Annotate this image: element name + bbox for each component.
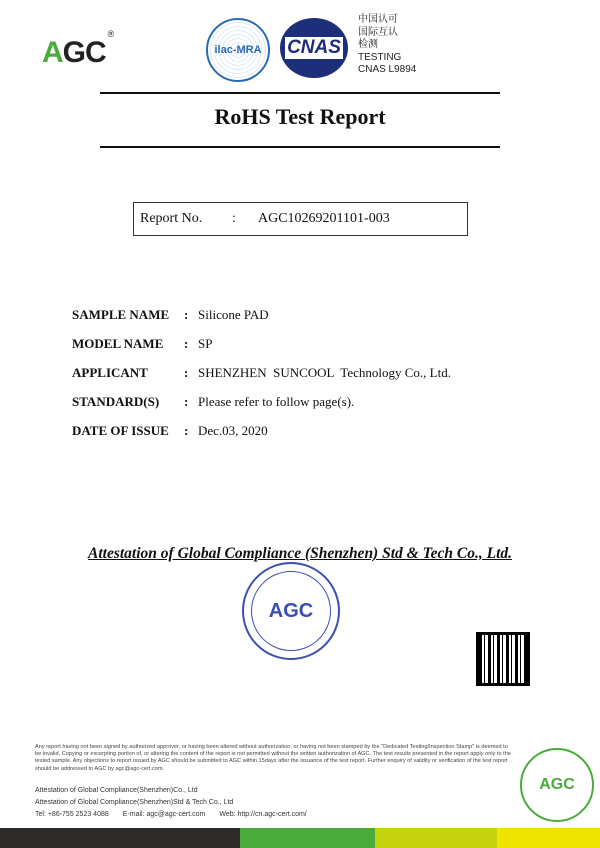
company-stamp bbox=[242, 562, 340, 660]
footer-bar-lime bbox=[375, 828, 497, 848]
footer-bar-green bbox=[240, 828, 375, 848]
disclaimer: Any report having not been signed by authorized approver, or having been altered without authorization, or having not been stamped by the "Dedicated Testing/Inspection Stamp" is deemed to be invalid. Copying or excerpting portion of, or altering the content of the report is not permitted without the written authorization of AGC. The test results presented in the report apply only to the tested sample. Any objections to report issued by AGC should be submitted to AGC within 15days after the issuance of the test report. Further enquiry of validity or verification of the test report should be addressed to AGC by agc@agc-cert.com. bbox=[35, 744, 511, 772]
field-value: Please refer to follow page(s). bbox=[198, 394, 355, 409]
page-title: RoHS Test Report bbox=[214, 104, 386, 129]
agc-logo: AGC® bbox=[42, 29, 114, 69]
field-label: APPLICANT bbox=[72, 365, 148, 380]
field-value: SHENZHEN SUNCOOL Technology Co., Ltd. bbox=[198, 365, 451, 380]
cnas-accreditation bbox=[358, 14, 416, 77]
report-colon: : bbox=[232, 211, 236, 226]
field-value: Dec.03, 2020 bbox=[198, 423, 268, 438]
attestation-company: Attestation of Global Compliance (Shenzhen) Std & Tech Co., Ltd. bbox=[88, 545, 512, 562]
report-label: Report No. bbox=[140, 211, 203, 226]
footer-contacts bbox=[35, 811, 307, 818]
report-number-box bbox=[133, 202, 468, 236]
qr-code bbox=[476, 632, 530, 686]
footer-tel: Tel: +86-755 2523 4088 bbox=[35, 811, 109, 818]
cnas-logo bbox=[280, 18, 348, 78]
top-rule bbox=[100, 92, 500, 94]
field-colon: : bbox=[184, 394, 189, 409]
field-label: MODEL NAME bbox=[72, 336, 164, 351]
ilac-mra-logo bbox=[206, 18, 270, 82]
testing-stamp: AGC bbox=[520, 748, 594, 822]
cnas-number: CNAS L9894 bbox=[358, 64, 417, 75]
field-standards bbox=[72, 394, 354, 410]
field-value: Silicone PAD bbox=[198, 307, 269, 322]
field-colon: : bbox=[184, 423, 189, 438]
field-value: SP bbox=[198, 336, 213, 351]
footer-company-2: Attestation of Global Compliance(Shenzhen)Std & Tech Co., Ltd bbox=[35, 799, 234, 806]
cnas-cn-line: 中国认可 bbox=[358, 14, 398, 25]
cnas-cn-line: 国际互认 bbox=[358, 26, 398, 38]
field-label: SAMPLE NAME bbox=[72, 307, 170, 322]
field-label: STANDARD(S) bbox=[72, 394, 160, 409]
field-sample-name bbox=[72, 307, 269, 323]
cnas-testing: TESTING bbox=[358, 51, 402, 63]
field-colon: : bbox=[184, 307, 189, 322]
field-colon: : bbox=[184, 336, 189, 351]
ilac-text: ilac-MRA bbox=[214, 44, 262, 56]
footer-bar-yellow bbox=[497, 828, 600, 848]
stamp-center: AGC bbox=[251, 571, 331, 651]
report-number: AGC10269201101-003 bbox=[258, 211, 390, 226]
field-date-of-issue bbox=[72, 423, 268, 439]
footer-email[interactable]: E-mail: agc@agc-cert.com bbox=[122, 811, 206, 818]
cnas-cn-line: 检测 bbox=[358, 39, 378, 50]
footer-web[interactable]: Web: http://cn.agc-cert.com/ bbox=[219, 811, 307, 818]
footer-bar-dark bbox=[0, 828, 240, 848]
field-applicant bbox=[72, 365, 451, 381]
bottom-rule bbox=[100, 146, 500, 148]
registered-mark: ® bbox=[107, 29, 114, 39]
field-colon: : bbox=[184, 365, 189, 380]
field-label: DATE OF ISSUE bbox=[72, 423, 169, 438]
field-model-name bbox=[72, 336, 212, 352]
cnas-text: CNAS bbox=[287, 37, 341, 58]
footer-company-1: Attestation of Global Compliance(Shenzhen)Co., Ltd bbox=[35, 787, 198, 794]
